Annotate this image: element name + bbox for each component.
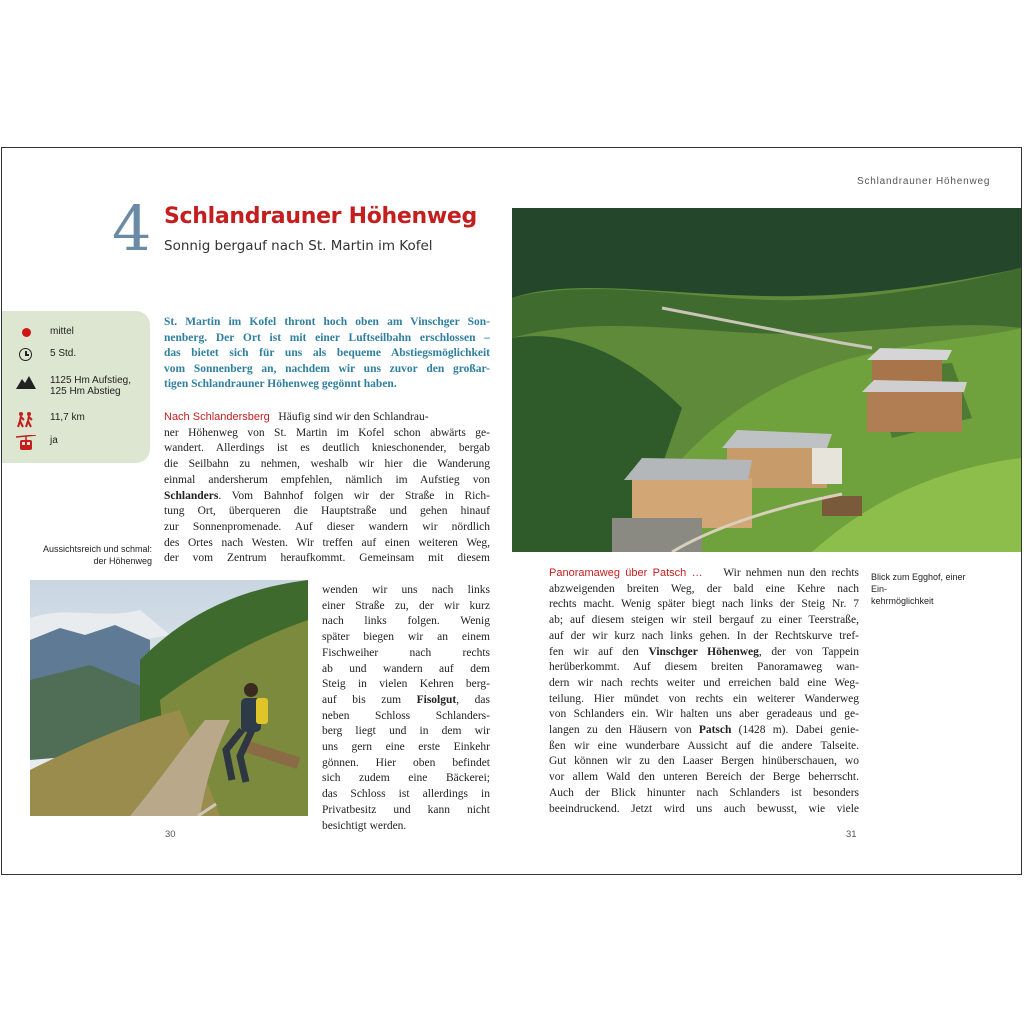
tour-info-box: [2, 311, 150, 463]
page-number-right: 31: [846, 829, 857, 840]
intro-paragraph: St. Martin im Kofel thront hoch oben am Vinschger Son- nenberg. Der Ort ist mit einer Luftseilbahn erschlossen – das bietet sich für uns als bequeme Abstiegsmöglichkeit vom Sonnenberg an, nachdem wir uns zuvor den großar- tigen Schlandrauner Höhenweg gegönnt haben.: [164, 316, 490, 390]
caption-right-photo: Blick zum Egghof, einer Ein- kehrmöglichkeit: [871, 572, 966, 606]
info-duration: 5 Std.: [16, 348, 76, 364]
photo-hiker-on-trail: [30, 580, 308, 816]
running-header: Schlandrauner Höhenweg: [857, 176, 991, 187]
clock-icon: [16, 348, 38, 364]
chapter-subtitle: Sonnig bergauf nach St. Martin im Kofel: [164, 238, 433, 254]
body-text-narrow: wenden wir uns nach links einer Straße zu, der wir kurz nach links folgen. Wenig später biegen wir an einem Fischweiher nach rechts ab und wandern auf dem Steig in vielen Kehren berg- auf bis zum Fisolgut, das neben Schloss Schlanders- berg liegt und in dem wir uns gern eine erste Einkehr gönnen. Hier oben befindet sich zudem eine Bäckerei; das Schloss ist allerdings in Privatbesitz und kann nicht besichtigt werden.: [322, 584, 490, 832]
photo-egghof-farmsteads: [512, 208, 1021, 552]
caption-left-photo: Aussichtsreich und schmal: der Höhenweg: [42, 544, 152, 566]
page-number-left: 30: [165, 829, 176, 840]
info-cable-car: ja: [16, 435, 58, 451]
info-difficulty: mittel: [16, 326, 74, 342]
difficulty-dot-icon: [16, 326, 38, 342]
hikers-icon: [16, 412, 38, 428]
info-elevation: 1125 Hm Aufstieg, 125 Hm Abstieg: [16, 375, 131, 397]
mountain-icon: [16, 375, 38, 391]
cable-car-icon: [16, 435, 38, 451]
section-heading-panoramaweg: Panoramaweg über Patsch …: [549, 567, 703, 579]
info-distance: 11,7 km: [16, 412, 85, 428]
body-text-right: Panoramaweg über Patsch … Wir nehmen nun den rechts abzweigenden breiten Weg, der bald eine Kehre nach rechts macht. Wenig später biegt nach links der Steig Nr. 7 ab; auf diesem steigen wir steil bergauf zu einer Teerstraße, auf der wir kurz nach links gehen. In der Rechtskurve tref- fen wir auf den Vinschger Höhenweg, der von Tappein herüberkommt. Auf diesem breiten Panoramaweg wan- dern wir nach rechts weiter und erreichen bald eine Weg- teilung. Hier mündet von rechts ein weiterer Wanderweg von Schlanders ein. Wir halten uns aber geradeaus und ge- langen zu den Häusern von Patsch (1428 m). Dabei genie- ßen wir eine wunderbare Aussicht auf die andere Talseite. Gut können wir zu den Laaser Bergen hinüberschauen, wo vor allem Wald den unteren Bereich der Berge beherrscht. Auch der Blick hinunter nach Schlanders ist besonders beeindruckend. Jetzt wird uns auch bewusst, wie viele: [549, 567, 860, 815]
chapter-title: Schlandrauner Höhenweg: [164, 204, 477, 229]
chapter-number: 4: [112, 192, 152, 265]
body-text-left: Nach Schlandersberg Häufig sind wir den Schlandrau- ner Höhenweg von St. Martin im Kofel schon abwärts ge- wandert. Allerdings ist es deutlich knieschonender, bergab die Seilbahn zu nehmen, weshalb wir hier die Wanderung einmal andersherum empfehlen, nämlich im Aufstieg von Schlanders. Vom Bahnhof folgen wir der Straße in Rich- tung Ort, überqueren die Hauptstraße und gehen hinauf zur Sonnenpromenade. Auf dieser wandern wir nördlich des Ortes nach Westen. Wir treffen auf einen weiteren Weg, der vom Zentrum heraufkommt. Gemeinsam mit diesem: [164, 411, 490, 565]
section-heading-schlandersberg: Nach Schlandersberg: [164, 411, 270, 423]
